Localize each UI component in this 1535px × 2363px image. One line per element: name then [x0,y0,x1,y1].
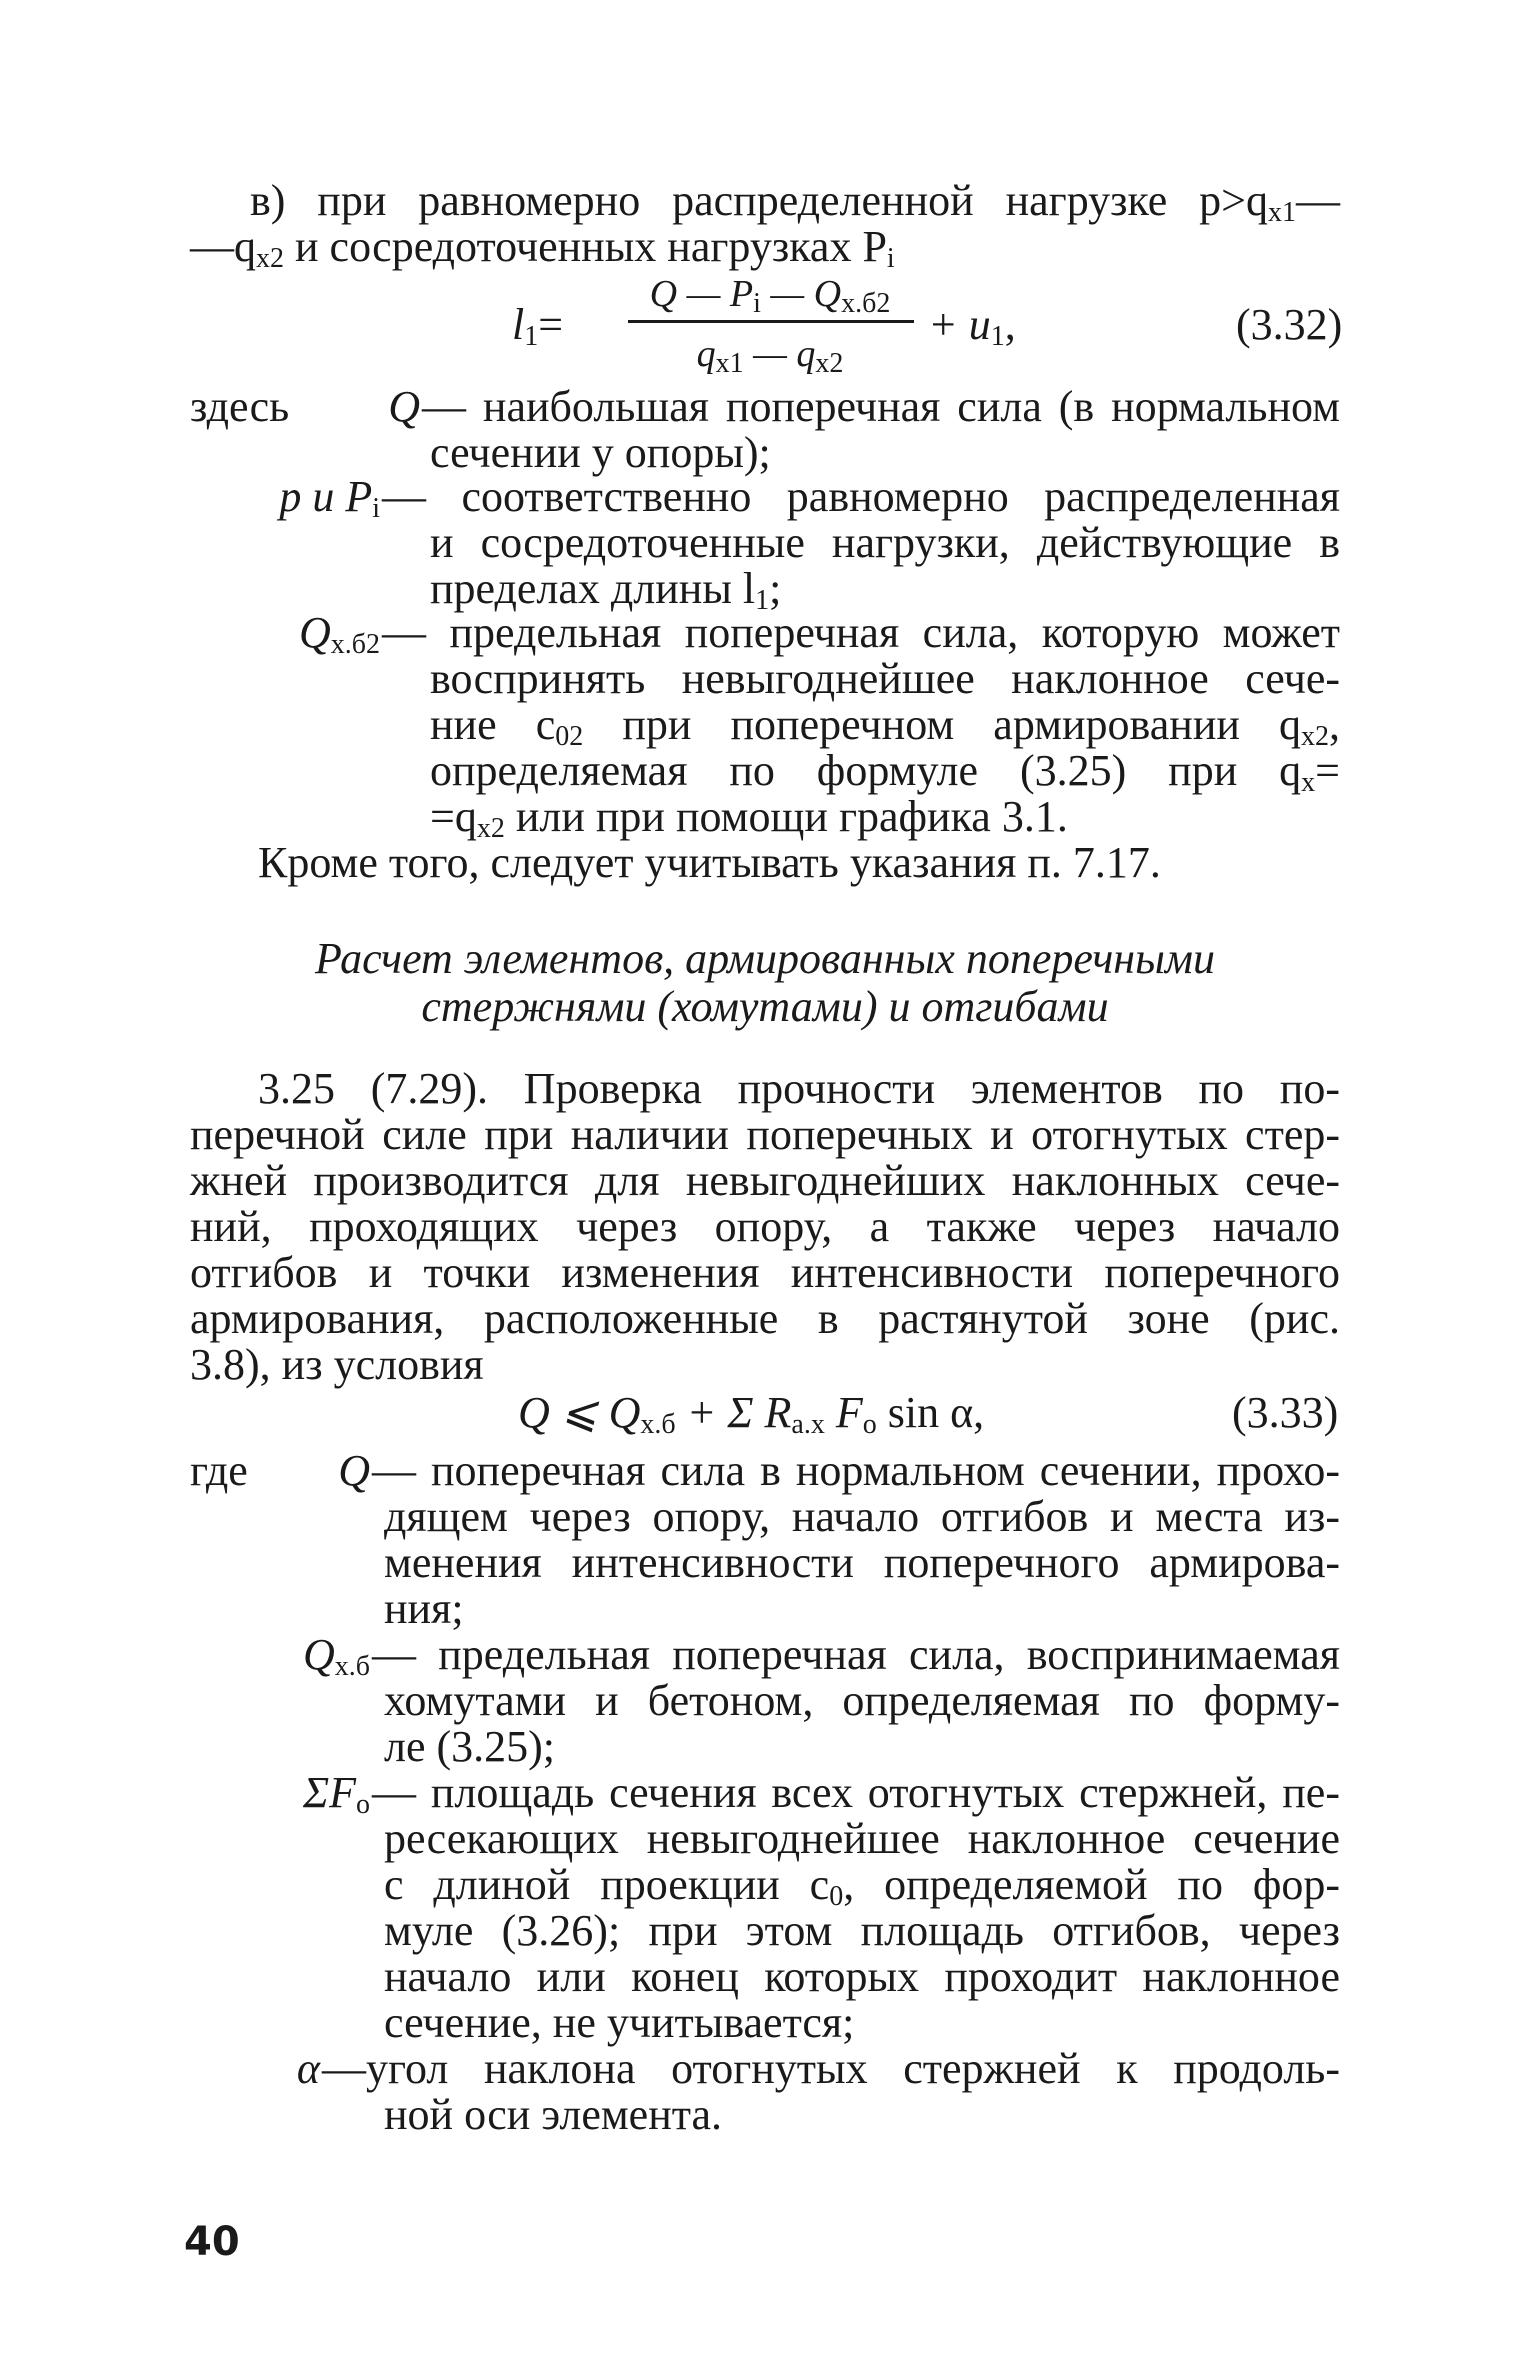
eq332-tail [928,300,1016,362]
text: (3.32) [1236,300,1343,349]
text: ΣF [302,1768,356,1817]
defs1-zdes [190,382,289,432]
text: q [696,333,716,375]
text: и сосредоточенные нагрузки, действующие в [430,518,1340,567]
text: начало или конец которых проходит наклонное [384,1952,1340,2001]
p325-line5 [190,1248,1340,1298]
defs2-sf-line1 [372,1768,1340,1818]
text: сечение, не учитывается; [384,1998,855,2047]
defs2-qx-symbol [220,1630,370,1692]
sub: a.x [791,1409,825,1440]
text: , определяемой по фор- [843,1860,1340,1909]
text: ; [769,564,782,613]
defs2-sf-line4 [384,1906,1340,1956]
text: — q [743,333,816,375]
sub: x.б2 [841,288,891,319]
text: p и P [279,472,373,521]
defs2-alpha-line1 [322,2044,1340,2094]
text: определяемая по формуле (3.25) при q [430,746,1302,795]
sub: x2 [476,813,505,844]
text: сечении у опоры); [430,428,771,477]
text: или при помощи графика 3.1. [504,792,1068,841]
sub: x2 [256,243,284,274]
text: Q [302,1630,335,1679]
sub: i [372,493,380,524]
text: в) при равномерно распределенной нагрузке p>q [250,176,1268,225]
defs2-qx-line3 [384,1722,555,1772]
defs1-qx-line2 [430,654,1340,704]
eq332-denominator [620,332,920,386]
text: sin α, [876,1388,985,1437]
p325-line3 [190,1156,1340,1206]
text: 3.8), из условия [190,1340,484,1389]
defs2-qx-line1 [372,1630,1340,1680]
text: — площадь сечения всех отогнутых стержней, пе- [372,1768,1340,1817]
text: l [512,300,525,349]
text: Расчет элементов, армированных поперечными [314,934,1216,983]
p325-line1 [258,1064,1340,1114]
text: — предельная поперечная сила, которую может [382,608,1340,657]
defs2-qx-line2 [384,1676,1340,1726]
p325-line7 [190,1340,484,1390]
text: ний, проходящих через опору, а также через начало [190,1202,1340,1251]
text: Q [338,1446,370,1495]
text: α [296,2044,320,2093]
text: с длиной проекции c [384,1860,830,1909]
text: — поперечная сила в нормальном сечении, прохо- [372,1446,1340,1495]
text: — [1296,176,1340,225]
text: Q [388,382,420,431]
sub: o [862,1409,877,1440]
sub: o [356,1789,370,1820]
defs2-q-line4 [384,1584,464,1634]
defs2-sf-symbol [220,1768,370,1830]
text: — предельная поперечная сила, воспринимаемая [372,1630,1340,1679]
defs2-sf-line5 [384,1952,1340,2002]
defs2-q-line2 [384,1492,1340,1542]
text: 3.25 (7.29). Проверка прочности элементов по по- [258,1064,1340,1113]
defs1-qx-symbol [240,608,380,670]
text: , [1329,700,1340,749]
text: 40 [184,2219,240,2265]
text: где [190,1446,248,1495]
text: + Σ R [675,1388,792,1437]
sub: x.б [640,1409,676,1440]
text: муле (3.26); при этом площадь отгибов, через [384,1906,1340,1955]
eq333-number [1232,1388,1338,1438]
defs2-q-symbol [260,1446,370,1496]
text: дящем через опору, начало отгибов и места из- [384,1492,1340,1541]
text: (3.33) [1232,1388,1339,1437]
text: ной оси элемента. [384,2090,723,2139]
sub: 1 [524,321,539,352]
text: Кроме того, следует учитывать указания п. 7.17. [258,838,1161,887]
sub: 02 [555,721,584,752]
text: Q [298,608,331,657]
sub: x1 [1268,197,1296,228]
text: , [1004,300,1016,349]
section-heading-line1 [190,934,1340,984]
defs2-q-line3 [384,1538,1340,1588]
text: = [1315,746,1340,795]
text: стержнями (хомутами) и отгибами [421,982,1109,1031]
defs2-alpha-symbol [280,2044,320,2094]
text: отгибов и точки изменения интенсивности поперечного [190,1248,1340,1297]
defs2-q-line1 [372,1446,1340,1496]
defs2-sf-line6 [384,1998,854,2048]
sub: x.б2 [330,629,380,660]
sub: 1 [755,585,770,616]
text: F [824,1388,863,1437]
text: — соответственно равномерно распределенная [382,472,1340,521]
defs1-p-line1 [382,472,1340,522]
text: при поперечном армировании q [583,700,1301,749]
text: армирования, расположенные в растянутой зоне (рис. [190,1294,1340,1343]
krome-togo [258,838,1161,888]
text: здесь [190,382,290,431]
sub: x [1301,767,1316,798]
text: пределах длины l [430,564,756,613]
text: ресекающих невыгоднейшее наклонное сечение [384,1814,1340,1863]
text: Q — P [649,273,754,315]
sub: x1 [715,348,744,379]
sub: x2 [1301,721,1329,752]
text: жней производится для невыгоднейших наклонных сече- [190,1156,1340,1205]
defs2-gde [190,1446,248,1496]
text: менения интенсивности поперечного армирова- [384,1538,1340,1587]
sub: x.б [334,1651,370,1682]
defs2-alpha-line2 [384,2090,722,2140]
text: + u [928,300,991,349]
text: — наибольшая поперечная сила (в нормальном [422,382,1340,431]
section-heading-line2 [190,982,1340,1032]
text: ния; [384,1584,464,1633]
text: = [538,300,564,349]
sub: i [886,243,895,274]
p325-line6 [190,1294,1340,1344]
text: воспринять невыгоднейшее наклонное сече- [430,654,1340,703]
defs1-q-line1 [422,382,1340,432]
sub: x2 [815,348,844,379]
text: — Q [760,273,842,315]
eq332-lhs [512,300,563,362]
defs1-p-symbol [220,472,380,534]
defs1-q-symbol [300,382,420,432]
text: хомутами и бетоном, определяемая по форму- [384,1676,1340,1725]
text: ле (3.25); [384,1722,556,1771]
page-number [184,2220,240,2264]
text: ние c [430,700,556,749]
p325-line2 [190,1110,1340,1160]
eq332-numerator [620,272,920,326]
text: перечной силе при наличии поперечных и отогнутых стер- [190,1110,1340,1159]
defs2-sf-line2 [384,1814,1340,1864]
defs1-q-line2 [430,428,771,478]
sub: i [753,288,761,319]
text: и сосредоточенных нагрузках P [284,222,887,271]
eq332-fraction-bar [628,320,914,323]
defs1-p-line2 [430,518,1340,568]
text: =q [430,792,477,841]
text: Q ⩽ Q [518,1388,641,1437]
text: —угол наклона отогнутых стержней к продоль- [322,2044,1340,2093]
p325-line4 [190,1202,1340,1252]
eq333 [518,1388,984,1450]
sub: 1 [990,321,1005,352]
text: —q [190,222,256,271]
eq332-number [1236,300,1342,350]
defs1-qx-line1 [382,608,1340,658]
sub: 0 [829,1881,844,1912]
